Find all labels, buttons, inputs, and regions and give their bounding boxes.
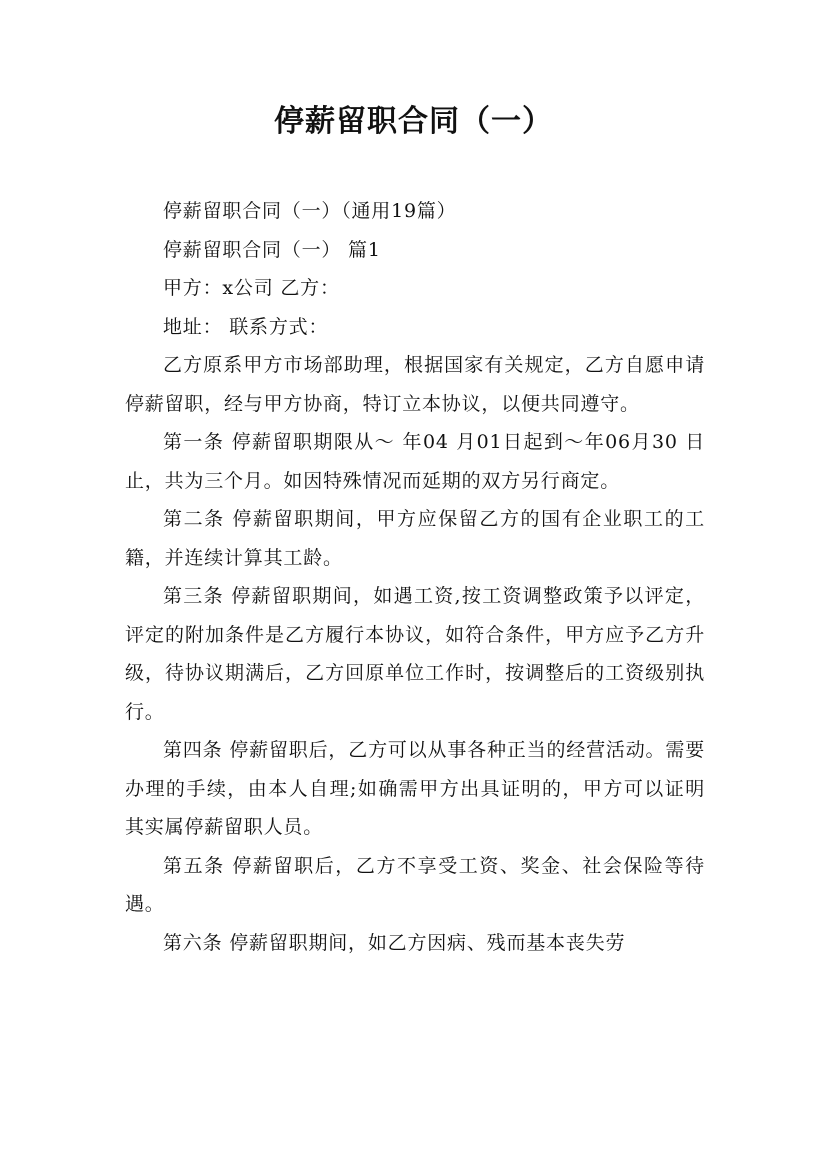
article-1: 第一条 停薪留职期限从～ 年04 月01日起到～年06月30 日止，共为三个月。如因特殊情况而延期的双方另行商定。 xyxy=(125,431,705,492)
article-6: 第六条 停薪留职期间，如乙方因病、残而基本丧失劳 xyxy=(163,931,626,954)
party-line: 甲方：x公司 乙方： xyxy=(163,277,340,299)
document-body xyxy=(125,192,705,962)
article-5: 第五条 停薪留职后，乙方不享受工资、奖金、社会保险等待遇。 xyxy=(125,854,705,915)
paragraph-intro: 乙方原系甲方市场部助理，根据国家有关规定，乙方自愿申请停薪留职，经与甲方协商，特订立本协议，以便共同遵守。 xyxy=(125,354,705,415)
subtitle-line: 停薪留职合同（一）（通用19篇） xyxy=(163,200,457,222)
section-heading: 停薪留职合同（一） 篇1 xyxy=(163,238,381,261)
article-2: 第二条 停薪留职期间，甲方应保留乙方的国有企业职工的工籍，并连续计算其工龄。 xyxy=(125,508,705,569)
document-title: 停薪留职合同（一） xyxy=(274,104,553,139)
address-line: 地址： 联系方式： xyxy=(163,315,329,338)
article-4: 第四条 停薪留职后，乙方可以从事各种正当的经营活动。需要办理的手续，由本人自理;如确需甲方出具证明的，甲方可以证明其实属停薪留职人员。 xyxy=(125,739,705,838)
article-3: 第三条 停薪留职期间，如遇工资,按工资调整政策予以评定，评定的附加条件是乙方履行本协议，如符合条件，甲方应予乙方升级，待协议期满后，乙方回原单位工作时，按调整后的工资级别执行。 xyxy=(125,585,705,723)
